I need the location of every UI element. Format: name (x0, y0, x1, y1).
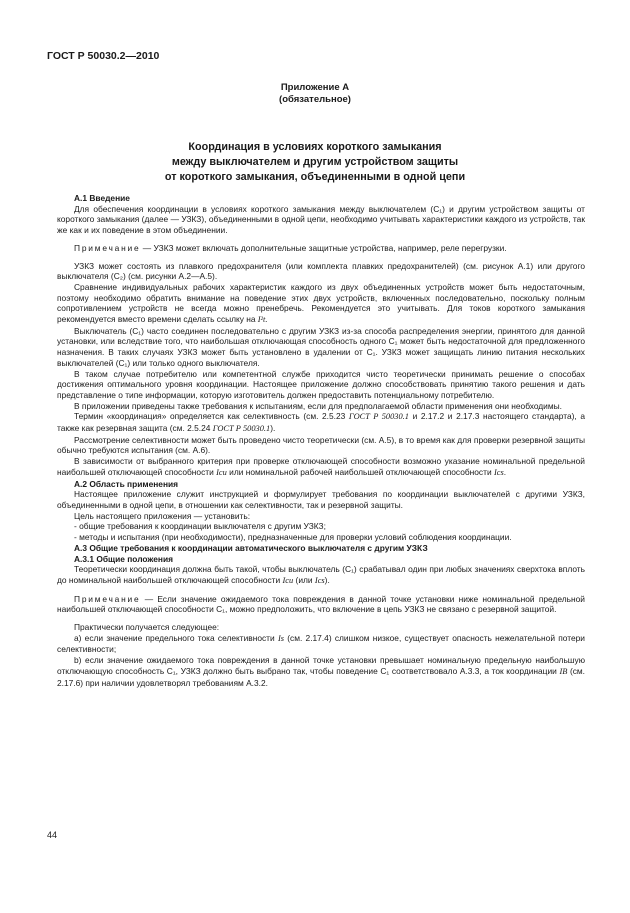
paragraph: Цель настоящего приложения — установить: (74, 510, 251, 521)
formula-symbol: I²t. (255, 315, 268, 325)
formula-symbol: Ics (314, 575, 325, 585)
note (57, 594, 585, 615)
section-heading-a2: А.2 Область применения (74, 478, 179, 489)
formula-symbol: Is (277, 633, 284, 643)
section-heading-a1: А.1 Введение (74, 193, 130, 203)
paragraph-text: ). (324, 574, 330, 585)
document-body (57, 193, 585, 688)
list-item: - методы и испытания (при необходимости), предназначенные для проверки условий соблюдения координации. (74, 532, 512, 543)
note-text: — Если значение ожидаемого тока повреждения в данной точке установки ниже номинальной предельной наибольшей отключающей способности C₁, можно предположить, что включение в цепь УЗКЗ не связано с резервной защитой. (57, 593, 585, 615)
paragraph (57, 564, 585, 586)
list-item (57, 633, 585, 655)
paragraph-text: В зависимости от выбранного критерия при проверке отключающей способности возможно указание номинальной предельной наибольшей отключающей способности (57, 456, 585, 477)
paragraph-text: Сравнение индивидуальных рабочих характеристик каждого из двух объединенных устройств может быть недостаточным, поэтому необходимо обратить внимание на поведение этих двух устройств, включенных последовательно, поскольку полным сопротивлением устройств не всегда можно пренебречь. Рекомендуется это учитывать. Для токов короткого замыкания рекомендуется вместо времени сделать ссылку на (57, 281, 585, 325)
paragraph: Для обеспечения координации в условиях короткого замыкания между выключателем (C₁) и другим устройством защиты от короткого замыкания (далее — УЗКЗ), объединенными в одной цепи, необходимо учитывать характеристики каждого из устройств, так же как и их поведение в этом объединении. (57, 203, 585, 236)
list-item (57, 655, 585, 688)
paragraph: Выключатель (C₁) часто соединен последовательно с другим УЗКЗ из-за способа распределения энергии, принятого для данной установки, или вследствие того, что наибольшая отключающая способность одного C₁ может быть недостаточной для предложенного назначения. В таких случаях УЗКЗ может быть установлено в удалении от C₁. УЗКЗ может защищать линию питания нескольких выключателей (C₁) или только одного выключателя. (57, 325, 585, 368)
title-line-1: Координация в условиях короткого замыкания (188, 141, 442, 153)
paragraph (57, 282, 585, 326)
note-text: — УЗКЗ может включать дополнительные защитные устройства, например, реле перегрузки. (140, 242, 507, 253)
paragraph: В приложении приведены также требования к испытаниям, если для предполагаемой области применения они необходимы. (74, 400, 562, 411)
paragraph-text: (см. 2.17.6) при наличии удовлетворял требованиям А.3.2. (57, 665, 586, 688)
paragraph (57, 456, 585, 478)
paragraph: Рассмотрение селективности может быть проведено чисто теоретически (см. А.5), в то время как для проверки резервной защиты обычно требуются испытания (см. А.6). (57, 434, 585, 456)
standard-reference: ГОСТ Р 50030.1 (348, 412, 409, 422)
standard-reference: ГОСТ Р 50030.1 (212, 424, 271, 434)
paragraph (57, 411, 585, 434)
note-label: Примечание (74, 593, 141, 604)
paragraph-text: Термин «координация» определяется как селективность (см. 2.5.23 (74, 411, 349, 422)
paragraph-text: (см. 2.17.4) слишком низкое, существует опасность нежелательной потери селективности; (57, 632, 585, 655)
page-number: 44 (47, 830, 58, 840)
paragraph-text: Теоретически координация должна быть такой, чтобы выключатель (C₁) срабатывал один при любых значениях сверхтока вплоть до номинальной наибольшей отключающей способности (57, 564, 585, 585)
paragraph-text: (или (293, 574, 315, 585)
title-line-2: между выключателем и другим устройством защиты (171, 156, 459, 168)
paragraph: Настоящее приложение служит инструкцией и формулирует требования по координации выключателей с другими УЗКЗ, объединенными в одной цепи, в отношении как селективности, так и резервной защиты. (57, 489, 585, 510)
paragraph-text: или номинальной рабочей наибольшей отключающей способности (226, 466, 494, 477)
formula-symbol: Ics (493, 467, 504, 477)
paragraph-text: ). (270, 423, 276, 434)
title-line-3: от короткого замыкания, объединенными в одной цепи (164, 171, 466, 183)
list-item: - общие требования к координации выключателя с другим УЗКЗ; (74, 521, 326, 532)
document-code: ГОСТ Р 50030.2—2010 (47, 50, 160, 62)
paragraph: Практически получается следующее: (74, 622, 220, 633)
paragraph: В таком случае потребителю или компетентной службе приходится чисто теоретически принимать решение о способах достижения оптимального уровня координации. Настоящее приложение должно способствовать принятию такого решения и дать представление о типе информации, которую изготовитель должен предоставить потенциальному потребителю. (57, 368, 585, 400)
paragraph-text: и 2.17.2 и 2.17.3 настоящего стандарта), а также как резервная защита (см. 2.5.24 (57, 411, 585, 434)
section-heading-a3: А.3 Общие требования к координации автоматического выключателя с другим УЗКЗ (74, 542, 428, 553)
formula-symbol: Icu (282, 575, 294, 585)
paragraph-text: b) если значение ожидаемого тока повреждения в данной точке установки превышает номинальную предельную наибольшую отключающую способность C₁, УЗКЗ должно быть выбрано так, чтобы поведение C₁ соответствовало А.3.3, а ток координации (57, 655, 585, 676)
note-label: Примечание (74, 242, 141, 253)
formula-symbol: IB (559, 666, 568, 676)
appendix-title: Приложение А (280, 82, 350, 93)
paragraph-text: . (503, 466, 507, 477)
subsection-heading-a3-1: А.3.1 Общие положения (74, 553, 173, 564)
note (57, 243, 585, 254)
appendix-subtitle: (обязательное) (279, 94, 351, 105)
paragraph: УЗКЗ может состоять из плавкого предохранителя (или комплекта плавких предохранителей) (см. рисунок А.1) или другого выключателя (C₂) (см. рисунки А.2—А.5). (57, 260, 585, 282)
formula-symbol: Icu (216, 467, 227, 477)
paragraph-text: а) если значение предельного тока селективности (74, 632, 278, 643)
